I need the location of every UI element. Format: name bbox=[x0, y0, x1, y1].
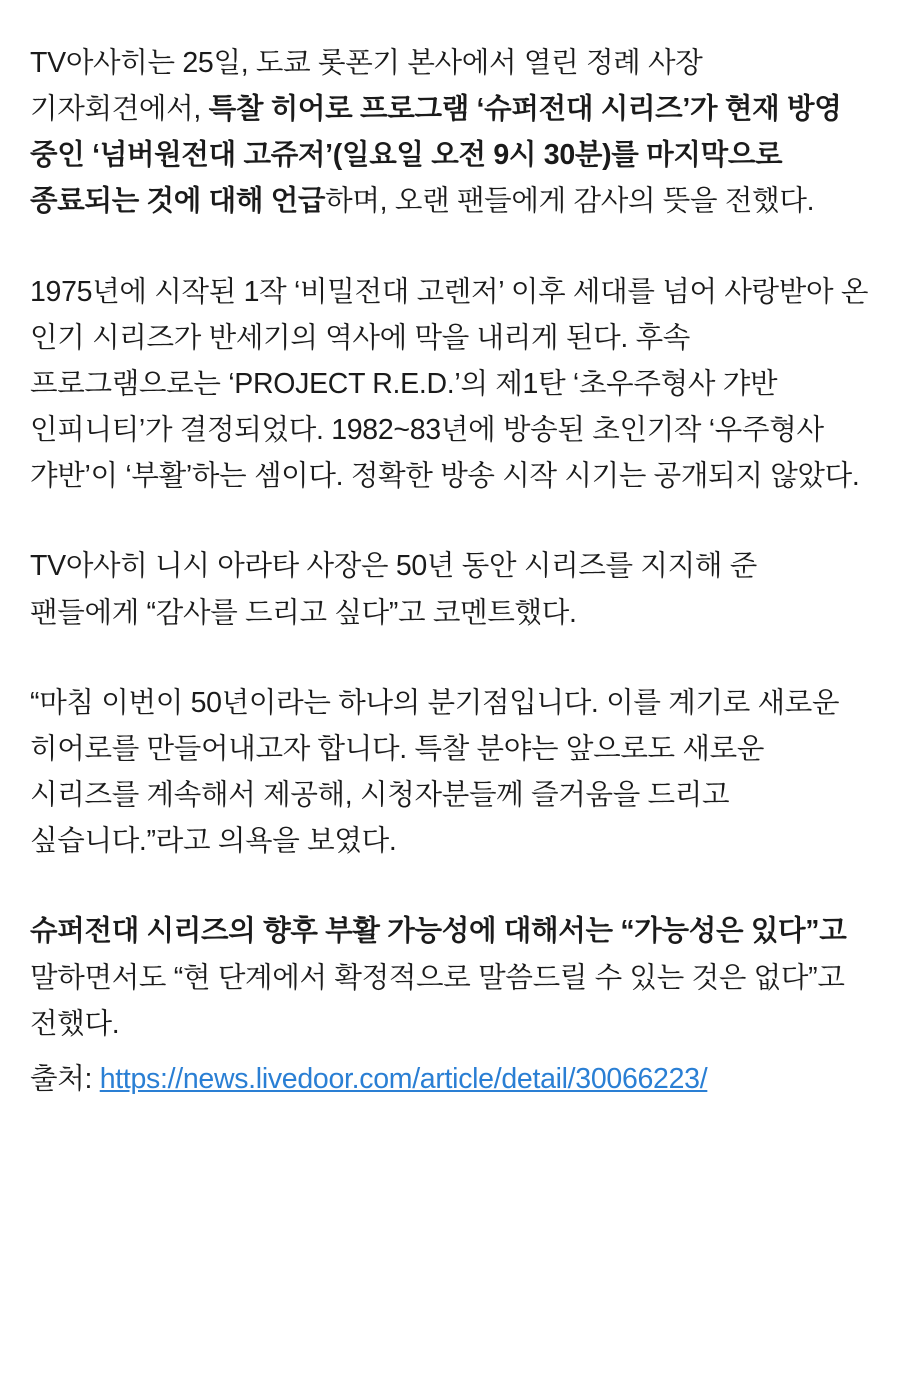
paragraph-text: TV아사히는 25일, 도쿄 롯폰기 본사에서 열린 정례 사장 기자회견에서, bbox=[30, 47, 703, 126]
paragraph-text: 말하면서도 “현 단계에서 확정적으로 말씀드릴 수 있는 것은 없다”고 전했다. bbox=[30, 961, 845, 1040]
paragraph bbox=[30, 269, 870, 500]
paragraph-emphasis: 슈퍼전대 시리즈의 향후 부활 가능성에 대해서는 “가능성은 있다”고 bbox=[30, 915, 847, 948]
source-label: 출처: bbox=[30, 1062, 100, 1095]
paragraph-emphasis: 특찰 히어로 프로그램 ‘슈퍼전대 시리즈’가 현재 방영 중인 ‘넘버원전대 고쥬저’(일요일 오전 9시 30분)를 마지막으로 종료되는 것에 대해 언급 bbox=[30, 93, 842, 218]
paragraph-text: 하며, 오랜 팬들에게 감사의 뜻을 전했다. bbox=[325, 185, 815, 218]
paragraph bbox=[30, 543, 870, 635]
paragraph-text: TV아사히 니시 아라타 사장은 50년 동안 시리즈를 지지해 준 팬들에게 “감사를 드리고 싶다”고 코멘트했다. bbox=[30, 550, 757, 629]
paragraph-text: 1975년에 시작된 1작 ‘비밀전대 고렌저’ 이후 세대를 넘어 사랑받아 온 인기 시리즈가 반세기의 역사에 막을 내리게 된다. 후속 프로그램으로는 ‘PROJECT R.E.D.’의 제1탄 ‘초우주형사 갸반 인피니티’가 결정되었다. 1982~83년에 방송된 초인기작 ‘우주형사 갸반’이 ‘부활’하는 셈이다. 정확한 방송 시작 시기는 공개되지 않았다. bbox=[30, 275, 869, 493]
source-url-link[interactable]: https://news.livedoor.com/article/detail/30066223/ bbox=[99, 1062, 708, 1095]
source-line bbox=[30, 1057, 870, 1103]
paragraph-text: “마침 이번이 50년이라는 하나의 분기점입니다. 이를 계기로 새로운 히어로를 만들어내고자 합니다. 특찰 분야는 앞으로도 새로운 시리즈를 계속해서 제공해, 시청자분들께 즐거움을 드리고 싶습니다.”라고 의욕을 보였다. bbox=[30, 686, 840, 858]
article-body bbox=[30, 40, 870, 1047]
paragraph bbox=[30, 680, 870, 865]
paragraph bbox=[30, 40, 870, 225]
paragraph bbox=[30, 908, 870, 1046]
